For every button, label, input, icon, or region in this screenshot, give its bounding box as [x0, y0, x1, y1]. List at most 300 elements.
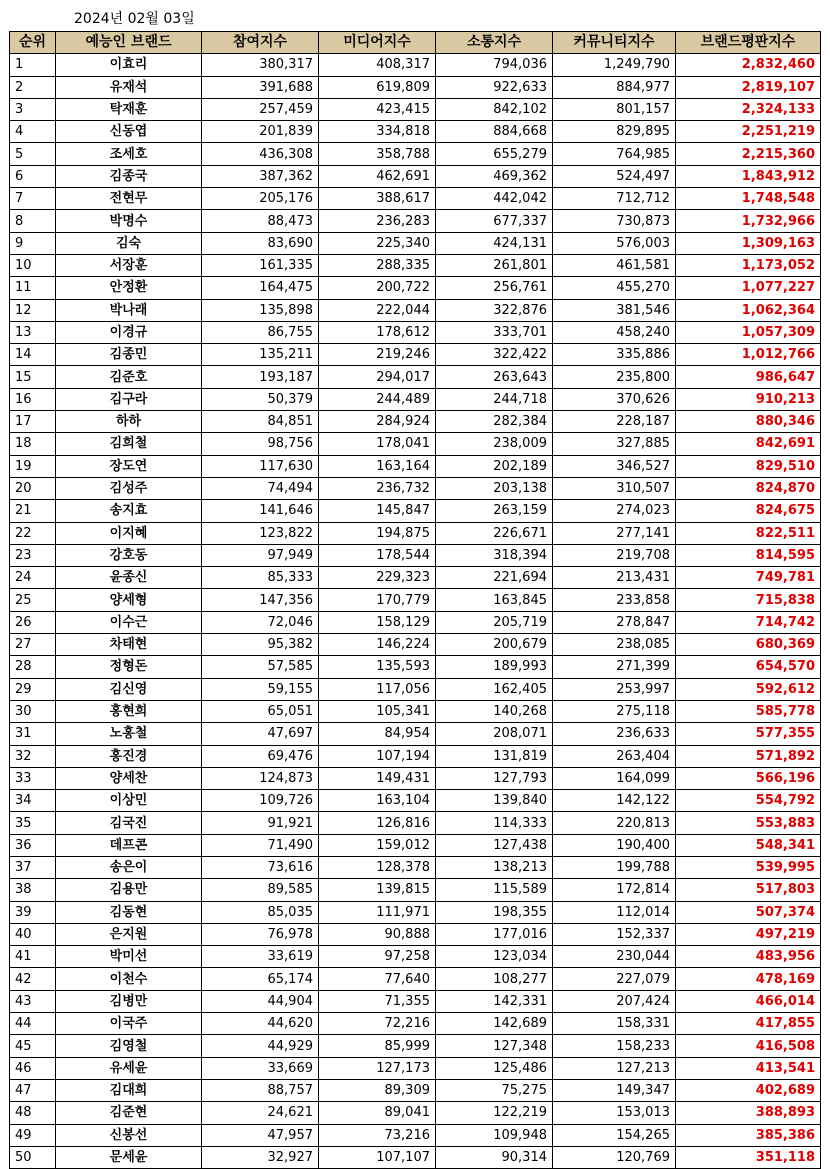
brand-index-cell: 910,213 — [676, 388, 821, 410]
communication-cell: 142,689 — [436, 1013, 553, 1035]
communication-cell: 282,384 — [436, 411, 553, 433]
community-cell: 127,213 — [553, 1057, 676, 1079]
participation-cell: 44,904 — [202, 990, 319, 1012]
brand-index-cell: 402,689 — [676, 1079, 821, 1101]
participation-cell: 123,822 — [202, 522, 319, 544]
header-rank: 순위 — [10, 32, 56, 54]
name-cell: 홍현희 — [56, 700, 202, 722]
name-cell: 장도연 — [56, 455, 202, 477]
participation-cell: 109,726 — [202, 790, 319, 812]
community-cell: 207,424 — [553, 990, 676, 1012]
community-cell: 1,249,790 — [553, 54, 676, 76]
brand-index-cell: 749,781 — [676, 567, 821, 589]
name-cell: 윤종신 — [56, 567, 202, 589]
table-row — [10, 188, 821, 210]
participation-cell: 85,035 — [202, 901, 319, 923]
community-cell: 346,527 — [553, 455, 676, 477]
rank-cell: 38 — [10, 879, 56, 901]
brand-index-cell: 829,510 — [676, 455, 821, 477]
table-row — [10, 879, 821, 901]
participation-cell: 71,490 — [202, 834, 319, 856]
communication-cell: 318,394 — [436, 544, 553, 566]
community-cell: 712,712 — [553, 188, 676, 210]
participation-cell: 73,616 — [202, 856, 319, 878]
participation-cell: 117,630 — [202, 455, 319, 477]
brand-index-cell: 548,341 — [676, 834, 821, 856]
participation-cell: 135,211 — [202, 344, 319, 366]
table-row — [10, 321, 821, 343]
community-cell: 199,788 — [553, 856, 676, 878]
communication-cell: 163,845 — [436, 589, 553, 611]
rank-cell: 4 — [10, 121, 56, 143]
brand-index-cell: 417,855 — [676, 1013, 821, 1035]
media-cell: 84,954 — [319, 723, 436, 745]
communication-cell: 842,102 — [436, 98, 553, 120]
participation-cell: 65,051 — [202, 700, 319, 722]
communication-cell: 322,876 — [436, 299, 553, 321]
table-row — [10, 121, 821, 143]
brand-index-cell: 1,748,548 — [676, 188, 821, 210]
community-cell: 228,187 — [553, 411, 676, 433]
name-cell: 유재석 — [56, 76, 202, 98]
community-cell: 190,400 — [553, 834, 676, 856]
rank-cell: 49 — [10, 1124, 56, 1146]
community-cell: 112,014 — [553, 901, 676, 923]
table-row — [10, 990, 821, 1012]
communication-cell: 198,355 — [436, 901, 553, 923]
brand-reputation-table — [9, 31, 821, 1169]
communication-cell: 256,761 — [436, 277, 553, 299]
participation-cell: 84,851 — [202, 411, 319, 433]
community-cell: 238,085 — [553, 634, 676, 656]
media-cell: 105,341 — [319, 700, 436, 722]
table-row — [10, 700, 821, 722]
brand-index-cell: 1,732,966 — [676, 210, 821, 232]
rank-cell: 30 — [10, 700, 56, 722]
media-cell: 294,017 — [319, 366, 436, 388]
name-cell: 김국진 — [56, 812, 202, 834]
participation-cell: 74,494 — [202, 477, 319, 499]
community-cell: 220,813 — [553, 812, 676, 834]
media-cell: 135,593 — [319, 656, 436, 678]
name-cell: 김구라 — [56, 388, 202, 410]
media-cell: 229,323 — [319, 567, 436, 589]
community-cell: 164,099 — [553, 767, 676, 789]
rank-cell: 29 — [10, 678, 56, 700]
table-row — [10, 1013, 821, 1035]
participation-cell: 88,473 — [202, 210, 319, 232]
media-cell: 149,431 — [319, 767, 436, 789]
media-cell: 77,640 — [319, 968, 436, 990]
participation-cell: 88,757 — [202, 1079, 319, 1101]
communication-cell: 677,337 — [436, 210, 553, 232]
media-cell: 117,056 — [319, 678, 436, 700]
participation-cell: 91,921 — [202, 812, 319, 834]
table-row — [10, 968, 821, 990]
table-row — [10, 856, 821, 878]
brand-index-cell: 553,883 — [676, 812, 821, 834]
communication-cell: 177,016 — [436, 923, 553, 945]
media-cell: 107,194 — [319, 745, 436, 767]
rank-cell: 48 — [10, 1102, 56, 1124]
participation-cell: 59,155 — [202, 678, 319, 700]
rank-cell: 26 — [10, 611, 56, 633]
table-row — [10, 946, 821, 968]
community-cell: 213,431 — [553, 567, 676, 589]
brand-index-cell: 2,251,219 — [676, 121, 821, 143]
brand-index-cell: 2,832,460 — [676, 54, 821, 76]
media-cell: 73,216 — [319, 1124, 436, 1146]
media-cell: 126,816 — [319, 812, 436, 834]
participation-cell: 47,697 — [202, 723, 319, 745]
name-cell: 김희철 — [56, 433, 202, 455]
name-cell: 김성주 — [56, 477, 202, 499]
brand-index-cell: 483,956 — [676, 946, 821, 968]
participation-cell: 72,046 — [202, 611, 319, 633]
participation-cell: 98,756 — [202, 433, 319, 455]
community-cell: 884,977 — [553, 76, 676, 98]
rank-cell: 39 — [10, 901, 56, 923]
communication-cell: 226,671 — [436, 522, 553, 544]
participation-cell: 24,621 — [202, 1102, 319, 1124]
table-row — [10, 411, 821, 433]
media-cell: 388,617 — [319, 188, 436, 210]
media-cell: 284,924 — [319, 411, 436, 433]
brand-index-cell: 880,346 — [676, 411, 821, 433]
community-cell: 142,122 — [553, 790, 676, 812]
table-row — [10, 790, 821, 812]
participation-cell: 387,362 — [202, 165, 319, 187]
media-cell: 163,164 — [319, 455, 436, 477]
rank-cell: 12 — [10, 299, 56, 321]
participation-cell: 97,949 — [202, 544, 319, 566]
table-row — [10, 901, 821, 923]
participation-cell: 83,690 — [202, 232, 319, 254]
community-cell: 277,141 — [553, 522, 676, 544]
communication-cell: 261,801 — [436, 254, 553, 276]
media-cell: 163,104 — [319, 790, 436, 812]
community-cell: 310,507 — [553, 477, 676, 499]
name-cell: 강호동 — [56, 544, 202, 566]
name-cell: 신봉선 — [56, 1124, 202, 1146]
name-cell: 이경규 — [56, 321, 202, 343]
table-row — [10, 678, 821, 700]
media-cell: 225,340 — [319, 232, 436, 254]
participation-cell: 436,308 — [202, 143, 319, 165]
brand-index-cell: 1,062,364 — [676, 299, 821, 321]
participation-cell: 57,585 — [202, 656, 319, 678]
table-row — [10, 455, 821, 477]
participation-cell: 76,978 — [202, 923, 319, 945]
rank-cell: 2 — [10, 76, 56, 98]
media-cell: 71,355 — [319, 990, 436, 1012]
media-cell: 200,722 — [319, 277, 436, 299]
communication-cell: 442,042 — [436, 188, 553, 210]
brand-index-cell: 413,541 — [676, 1057, 821, 1079]
table-row — [10, 589, 821, 611]
table-body — [10, 54, 821, 1169]
name-cell: 유세윤 — [56, 1057, 202, 1079]
media-cell: 72,216 — [319, 1013, 436, 1035]
communication-cell: 125,486 — [436, 1057, 553, 1079]
community-cell: 172,814 — [553, 879, 676, 901]
participation-cell: 147,356 — [202, 589, 319, 611]
participation-cell: 44,929 — [202, 1035, 319, 1057]
rank-cell: 45 — [10, 1035, 56, 1057]
header-name: 예능인 브랜드 — [56, 32, 202, 54]
community-cell: 829,895 — [553, 121, 676, 143]
communication-cell: 122,219 — [436, 1102, 553, 1124]
report-date: 2024년 02월 03일 — [74, 11, 195, 27]
table-row — [10, 567, 821, 589]
rank-cell: 7 — [10, 188, 56, 210]
brand-index-cell: 1,843,912 — [676, 165, 821, 187]
rank-cell: 21 — [10, 500, 56, 522]
communication-cell: 200,679 — [436, 634, 553, 656]
communication-cell: 263,643 — [436, 366, 553, 388]
name-cell: 이천수 — [56, 968, 202, 990]
table-row — [10, 210, 821, 232]
community-cell: 153,013 — [553, 1102, 676, 1124]
name-cell: 김동현 — [56, 901, 202, 923]
table-row — [10, 54, 821, 76]
community-cell: 275,118 — [553, 700, 676, 722]
participation-cell: 161,335 — [202, 254, 319, 276]
rank-cell: 20 — [10, 477, 56, 499]
communication-cell: 263,159 — [436, 500, 553, 522]
community-cell: 219,708 — [553, 544, 676, 566]
rank-cell: 5 — [10, 143, 56, 165]
media-cell: 85,999 — [319, 1035, 436, 1057]
community-cell: 233,858 — [553, 589, 676, 611]
communication-cell: 114,333 — [436, 812, 553, 834]
table-row — [10, 522, 821, 544]
table-row — [10, 723, 821, 745]
rank-cell: 11 — [10, 277, 56, 299]
rank-cell: 36 — [10, 834, 56, 856]
community-cell: 801,157 — [553, 98, 676, 120]
name-cell: 박명수 — [56, 210, 202, 232]
communication-cell: 127,348 — [436, 1035, 553, 1057]
name-cell: 김용만 — [56, 879, 202, 901]
communication-cell: 469,362 — [436, 165, 553, 187]
brand-index-cell: 566,196 — [676, 767, 821, 789]
name-cell: 김종국 — [56, 165, 202, 187]
table-row — [10, 433, 821, 455]
brand-index-cell: 416,508 — [676, 1035, 821, 1057]
rank-cell: 34 — [10, 790, 56, 812]
table-row — [10, 254, 821, 276]
media-cell: 423,415 — [319, 98, 436, 120]
community-cell: 764,985 — [553, 143, 676, 165]
communication-cell: 75,275 — [436, 1079, 553, 1101]
rank-cell: 43 — [10, 990, 56, 1012]
brand-index-cell: 1,057,309 — [676, 321, 821, 343]
community-cell: 263,404 — [553, 745, 676, 767]
communication-cell: 424,131 — [436, 232, 553, 254]
name-cell: 송은이 — [56, 856, 202, 878]
name-cell: 김신영 — [56, 678, 202, 700]
rank-cell: 18 — [10, 433, 56, 455]
media-cell: 178,612 — [319, 321, 436, 343]
rank-cell: 35 — [10, 812, 56, 834]
communication-cell: 127,793 — [436, 767, 553, 789]
communication-cell: 123,034 — [436, 946, 553, 968]
communication-cell: 140,268 — [436, 700, 553, 722]
community-cell: 235,800 — [553, 366, 676, 388]
brand-index-cell: 571,892 — [676, 745, 821, 767]
table-row — [10, 165, 821, 187]
rank-cell: 31 — [10, 723, 56, 745]
table-row — [10, 745, 821, 767]
media-cell: 358,788 — [319, 143, 436, 165]
media-cell: 178,544 — [319, 544, 436, 566]
table-row — [10, 388, 821, 410]
media-cell: 107,107 — [319, 1146, 436, 1168]
name-cell: 김대희 — [56, 1079, 202, 1101]
community-cell: 370,626 — [553, 388, 676, 410]
brand-index-cell: 539,995 — [676, 856, 821, 878]
header-community: 커뮤니티지수 — [553, 32, 676, 54]
name-cell: 김종민 — [56, 344, 202, 366]
brand-index-cell: 1,012,766 — [676, 344, 821, 366]
table-row — [10, 1035, 821, 1057]
table-row — [10, 1079, 821, 1101]
rank-cell: 24 — [10, 567, 56, 589]
brand-index-cell: 507,374 — [676, 901, 821, 923]
table-row — [10, 1102, 821, 1124]
community-cell: 576,003 — [553, 232, 676, 254]
brand-index-cell: 478,169 — [676, 968, 821, 990]
brand-index-cell: 842,691 — [676, 433, 821, 455]
media-cell: 139,815 — [319, 879, 436, 901]
rank-cell: 6 — [10, 165, 56, 187]
name-cell: 하하 — [56, 411, 202, 433]
rank-cell: 33 — [10, 767, 56, 789]
brand-index-cell: 385,386 — [676, 1124, 821, 1146]
participation-cell: 164,475 — [202, 277, 319, 299]
participation-cell: 32,927 — [202, 1146, 319, 1168]
table-row — [10, 76, 821, 98]
participation-cell: 141,646 — [202, 500, 319, 522]
communication-cell: 109,948 — [436, 1124, 553, 1146]
header-brand-index: 브랜드평판지수 — [676, 32, 821, 54]
media-cell: 159,012 — [319, 834, 436, 856]
participation-cell: 124,873 — [202, 767, 319, 789]
rank-cell: 19 — [10, 455, 56, 477]
media-cell: 146,224 — [319, 634, 436, 656]
rank-cell: 46 — [10, 1057, 56, 1079]
rank-cell: 9 — [10, 232, 56, 254]
name-cell: 양세찬 — [56, 767, 202, 789]
participation-cell: 86,755 — [202, 321, 319, 343]
header-row — [10, 32, 821, 54]
brand-index-cell: 554,792 — [676, 790, 821, 812]
name-cell: 이국주 — [56, 1013, 202, 1035]
rank-cell: 42 — [10, 968, 56, 990]
media-cell: 89,041 — [319, 1102, 436, 1124]
table-row — [10, 500, 821, 522]
rank-cell: 41 — [10, 946, 56, 968]
name-cell: 김영철 — [56, 1035, 202, 1057]
table-row — [10, 544, 821, 566]
participation-cell: 50,379 — [202, 388, 319, 410]
media-cell: 334,818 — [319, 121, 436, 143]
communication-cell: 108,277 — [436, 968, 553, 990]
community-cell: 236,633 — [553, 723, 676, 745]
brand-index-cell: 351,118 — [676, 1146, 821, 1168]
communication-cell: 655,279 — [436, 143, 553, 165]
communication-cell: 189,993 — [436, 656, 553, 678]
media-cell: 244,489 — [319, 388, 436, 410]
rank-cell: 15 — [10, 366, 56, 388]
media-cell: 89,309 — [319, 1079, 436, 1101]
table-row — [10, 1124, 821, 1146]
media-cell: 145,847 — [319, 500, 436, 522]
communication-cell: 131,819 — [436, 745, 553, 767]
communication-cell: 221,694 — [436, 567, 553, 589]
header-media: 미디어지수 — [319, 32, 436, 54]
name-cell: 이지혜 — [56, 522, 202, 544]
name-cell: 조세호 — [56, 143, 202, 165]
communication-cell: 202,189 — [436, 455, 553, 477]
communication-cell: 208,071 — [436, 723, 553, 745]
name-cell: 신동엽 — [56, 121, 202, 143]
rank-cell: 14 — [10, 344, 56, 366]
media-cell: 236,283 — [319, 210, 436, 232]
community-cell: 120,769 — [553, 1146, 676, 1168]
name-cell: 김준호 — [56, 366, 202, 388]
community-cell: 524,497 — [553, 165, 676, 187]
communication-cell: 138,213 — [436, 856, 553, 878]
media-cell: 194,875 — [319, 522, 436, 544]
communication-cell: 794,036 — [436, 54, 553, 76]
name-cell: 양세형 — [56, 589, 202, 611]
name-cell: 은지원 — [56, 923, 202, 945]
participation-cell: 205,176 — [202, 188, 319, 210]
header-participation: 참여지수 — [202, 32, 319, 54]
name-cell: 전현무 — [56, 188, 202, 210]
rank-cell: 37 — [10, 856, 56, 878]
brand-index-cell: 814,595 — [676, 544, 821, 566]
community-cell: 158,233 — [553, 1035, 676, 1057]
name-cell: 이상민 — [56, 790, 202, 812]
brand-index-cell: 497,219 — [676, 923, 821, 945]
name-cell: 홍진경 — [56, 745, 202, 767]
rank-cell: 17 — [10, 411, 56, 433]
communication-cell: 244,718 — [436, 388, 553, 410]
table-row — [10, 767, 821, 789]
brand-index-cell: 2,215,360 — [676, 143, 821, 165]
table-row — [10, 98, 821, 120]
brand-index-cell: 822,511 — [676, 522, 821, 544]
brand-index-cell: 577,355 — [676, 723, 821, 745]
community-cell: 154,265 — [553, 1124, 676, 1146]
media-cell: 288,335 — [319, 254, 436, 276]
name-cell: 안정환 — [56, 277, 202, 299]
community-cell: 335,886 — [553, 344, 676, 366]
media-cell: 222,044 — [319, 299, 436, 321]
brand-index-cell: 714,742 — [676, 611, 821, 633]
brand-index-cell: 680,369 — [676, 634, 821, 656]
brand-index-cell: 592,612 — [676, 678, 821, 700]
name-cell: 노홍철 — [56, 723, 202, 745]
media-cell: 127,173 — [319, 1057, 436, 1079]
rank-cell: 10 — [10, 254, 56, 276]
participation-cell: 85,333 — [202, 567, 319, 589]
media-cell: 170,779 — [319, 589, 436, 611]
brand-index-cell: 2,324,133 — [676, 98, 821, 120]
